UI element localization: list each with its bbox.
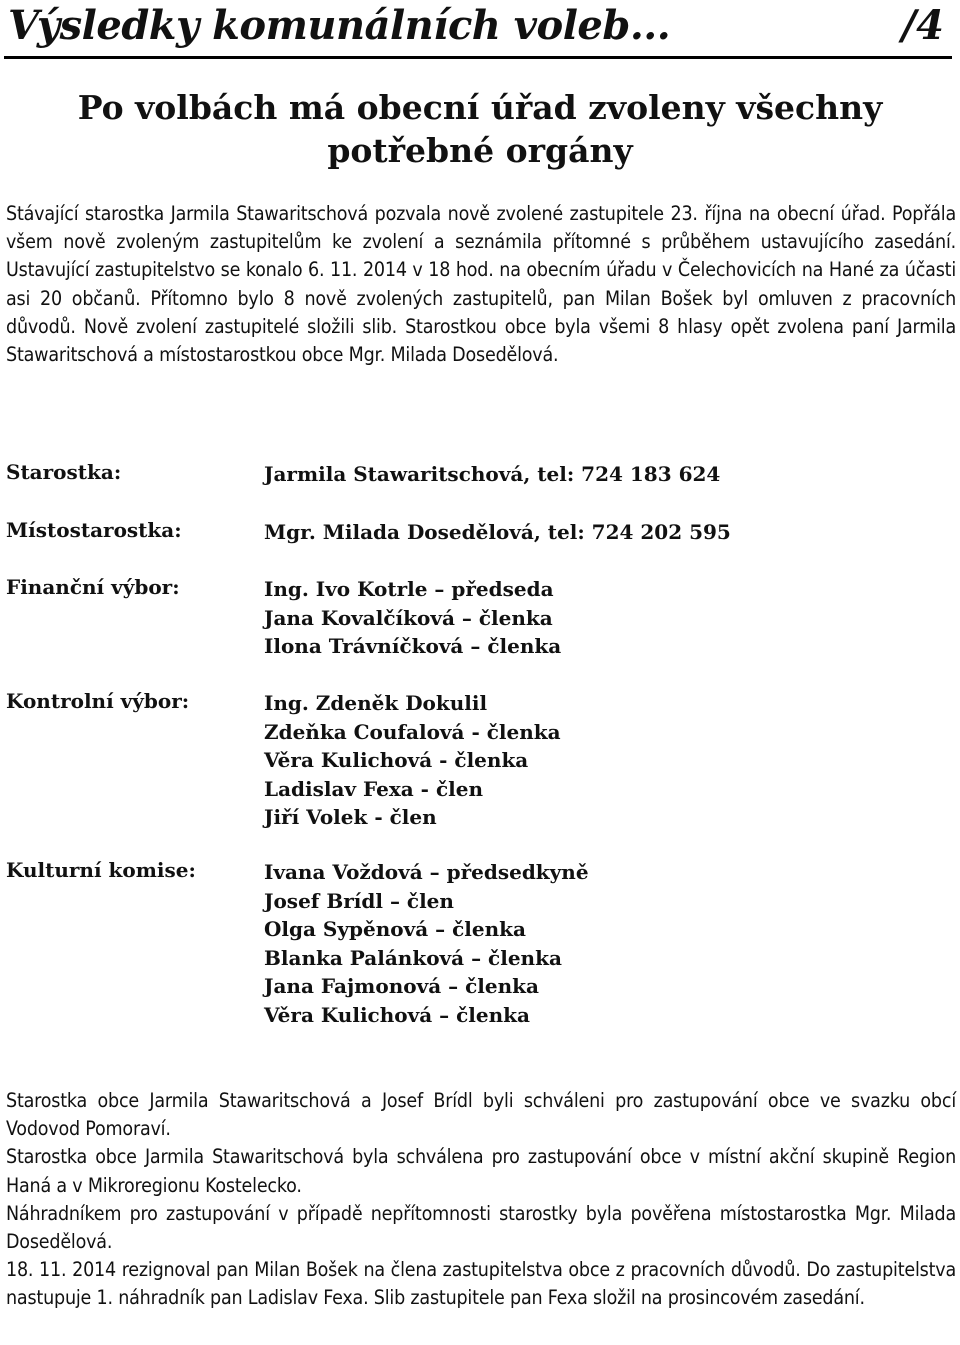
roster-name: Věra Kulichová – členka: [264, 1002, 530, 1027]
roster-name: Ing. Ivo Kotrle – předseda: [264, 577, 554, 601]
roster-name: Ivana Voždová – předsedkyně: [264, 860, 589, 884]
roster-label: Finanční výbor:: [6, 575, 180, 599]
running-header: [4, 0, 952, 59]
roster-name: Ing. Zdeněk Dokulil: [264, 691, 488, 715]
roster-name: Jarmila Stawaritschová, tel: 724 183 624: [264, 462, 721, 486]
roster-name: Zdeňka Coufalová - členka: [264, 719, 561, 744]
roster-name: Blanka Palánková – členka: [264, 945, 562, 970]
roster-name: Věra Kulichová - členka: [264, 748, 529, 772]
roster-name: Jana Fajmonová – členka: [264, 974, 539, 998]
intro-paragraph: Stávající starostka Jarmila Stawaritschová pozvala nově zvolené zastupitele 23. října na obecní úřad. Popřála všem nově zvoleným zastupitelům ke zvolení a seznámila přítomné s průběhem ustavujícího zasedání. Ustavující zastupitelstvo se konalo 6. 11. 2014 v 18 hod. na obecním úřadu v Čelechovicích na Hané za účasti asi 20 občanů. Přítomno bylo 8 nově zvolených zastupitelů, pan Milan Bošek byl omluven z pracovních důvodů. Nově zvolení zastupitelé složili slib. Starostkou obce byla všemi 8 hlasy opět zvolena paní Jarmila Stawaritschová a místostarostkou obce Mgr. Milada Dosedělová.: [6, 202, 956, 367]
roster-names: [264, 518, 731, 547]
closing-text: [6, 1087, 956, 1313]
roster-name: Jiří Volek - člen: [264, 805, 437, 829]
closing-paragraph: 18. 11. 2014 rezignoval pan Milan Bošek na člena zastupitelstva obce z pracovních důvodů. Do zastupitelstva nastupuje 1. náhradník pan Ladislav Fexa. Slib zastupitele pan Fexa složil na prosincovém zasedání.: [6, 1258, 956, 1310]
running-head-title: Výsledky komunálních voleb...: [8, 2, 671, 49]
roster-label: Starostka:: [6, 460, 122, 484]
roster-names: [264, 460, 720, 489]
roster-name: Josef Brídl – člen: [264, 888, 454, 913]
roster-names: [264, 575, 561, 661]
roster-names: [264, 858, 589, 1029]
roster-name: Olga Sypěnová – členka: [264, 917, 526, 941]
roster-label: Kulturní komise:: [6, 858, 196, 882]
page-number: /4: [901, 2, 944, 49]
roster-name: Mgr. Milada Dosedělová, tel: 724 202 595: [264, 520, 731, 544]
title-line-2: potřebné orgány: [327, 131, 633, 170]
title-line-1: Po volbách má obecní úřad zvoleny všechny: [77, 88, 883, 127]
roster-label: Kontrolní výbor:: [6, 689, 190, 713]
closing-paragraph: Náhradníkem pro zastupování v případě nepřítomnosti starostky byla pověřena místostarostka Mgr. Milada Dosedělová.: [6, 1201, 956, 1254]
roster-label: Místostarostka:: [6, 518, 182, 542]
roster-name: Ladislav Fexa - člen: [264, 776, 483, 801]
roster-name: Jana Kovalčíková – členka: [264, 605, 553, 630]
roster-name: Ilona Trávníčková – členka: [264, 634, 562, 658]
article-title: [0, 86, 960, 172]
closing-paragraph: Starostka obce Jarmila Stawaritschová a Josef Brídl byli schváleni pro zastupování obce ve svazku obcí Vodovod Pomoraví.: [6, 1089, 956, 1141]
closing-paragraph: Starostka obce Jarmila Stawaritschová byla schválena pro zastupování obce v místní akční skupině Region Haná a v Mikroregionu Kostelecko.: [6, 1145, 956, 1197]
roster-names: [264, 689, 561, 832]
